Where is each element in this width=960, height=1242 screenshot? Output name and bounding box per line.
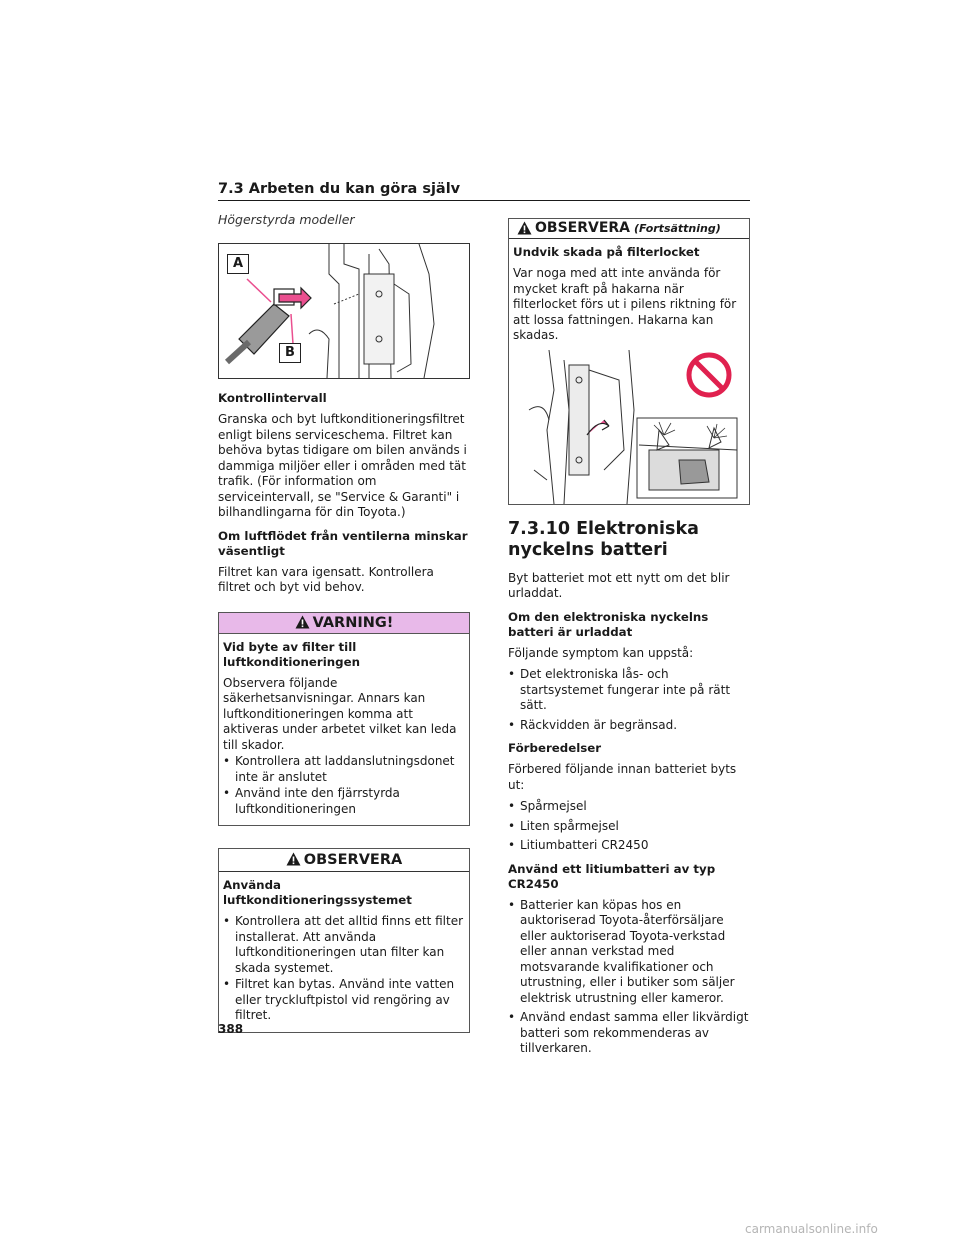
notice-continued-header [509,219,749,239]
notice-continued-box [508,218,750,505]
list-item: • Använd inte den fjärrstyrda luftkonditioneringen [223,786,465,817]
watermark: carmanualsonline.info [745,1222,878,1236]
symptoms-list [508,667,750,733]
notice-title: OBSERVERA [303,852,403,868]
warning-title: VARNING! [312,614,394,631]
filter-figure-rhd [218,243,470,379]
filter-illustration [219,244,469,378]
notice-box [218,848,470,1033]
right-column [508,218,750,1061]
figure-label-a: A [227,254,249,274]
warning-text: Observera följande säkerhetsanvisningar. Annars kan luftkonditioneringen komma att aktiveras under arbetet vilket kan leda till skador. [223,675,457,752]
paragraph-preparations: Förbered följande innan batteriet byts ut: [508,762,737,792]
battery-list [508,898,750,1057]
list-item: • Filtret kan bytas. Använd inte vatten eller tryckluftpistol vid rengöring av filtret. [223,977,465,1024]
heading-check-interval: Kontrollintervall [218,391,327,405]
notice-list [223,914,465,1024]
warning-box [218,612,470,827]
heading-battery-discharged: Om den elektroniska nyckelns batteri är urladdat [508,609,709,639]
section-header: 7.3 Arbeten du kan göra själv [218,181,461,197]
heading-preparations: Förberedelser [508,741,602,755]
header-divider [218,200,750,201]
warning-header [219,613,469,634]
list-item: • Det elektroniska lås- och startsystemet fungerar inte på rätt sätt. [508,667,750,714]
preparations-list [508,799,750,854]
figure-label-b: B [279,343,301,363]
notice-continued-text: Var noga med att inte använda för mycket kraft på hakarna när filterlocket förs ut i pilens riktning för att lossa fattningen. Hakarna kan skadas. [513,266,737,342]
warning-heading: Vid byte av filter till luftkonditioneringen [223,639,361,669]
warning-triangle-icon [295,615,310,629]
left-column [218,208,470,1033]
notice-triangle-icon [286,852,301,866]
heading-airflow: Om luftflödet från ventilerna minskar väsentligt [218,528,468,558]
notice-header [219,849,469,872]
list-item: • Spårmejsel [508,799,750,815]
list-item: • Räckvidden är begränsad. [508,718,750,734]
paragraph-symptoms: Följande symptom kan uppstå: [508,645,694,660]
page-number: 388 [218,1022,244,1036]
filter-cover-illustration [509,350,749,504]
warning-list [223,754,465,817]
list-item: • Kontrollera att det alltid finns ett filter installerat. Att använda luftkonditioneringen utan filter kan skada systemet. [223,914,465,976]
list-item: • Batterier kan köpas hos en auktoriserad Toyota-återförsäljare eller auktoriserad Toyota-verkstad eller annan verkstad med motsvarande kvalifikationer och utrustning, eller i butiker som säljer elektrisk utrustning eller kameror. [508,898,750,1007]
notice-heading: Använda luftkonditioneringssystemet [223,878,412,907]
heading-battery-type: Använd ett litiumbatteri av typ CR2450 [508,861,716,891]
list-item: • Liten spårmejsel [508,819,750,835]
notice-continued-triangle-icon [517,221,532,235]
list-item: • Använd endast samma eller likvärdigt batteri som rekommenderas av tillverkaren. [508,1010,750,1057]
paragraph-battery-intro: Byt batteriet mot ett nytt om det blir urladdat. [508,570,730,600]
list-item: • Kontrollera att laddanslutningsdonet inte är anslutet [223,754,465,785]
notice-continued-subtitle: (Fortsättning) [634,222,721,235]
figure-caption: Högerstyrda modeller [218,212,355,227]
filter-cover-figure [509,350,749,504]
list-item: • Litiumbatteri CR2450 [508,838,750,854]
notice-continued-heading: Undvik skada på filterlocket [513,245,700,259]
notice-continued-title: OBSERVERA [535,220,631,236]
paragraph-airflow: Filtret kan vara igensatt. Kontrollera filtret och byt vid behov. [218,564,434,594]
paragraph-check-interval: Granska och byt luftkonditioneringsfiltret enligt bilens serviceschema. Filtret kan behöva bytas tidigare om bilen används i dammiga miljöer eller i områden med tät trafik. (För information om serviceintervall, se "Service & Garanti" i bilhandlingarna för din Toyota.) [218,412,467,519]
section-title-key-battery: 7.3.10 Elektroniska nyckelns batteri [508,518,699,560]
